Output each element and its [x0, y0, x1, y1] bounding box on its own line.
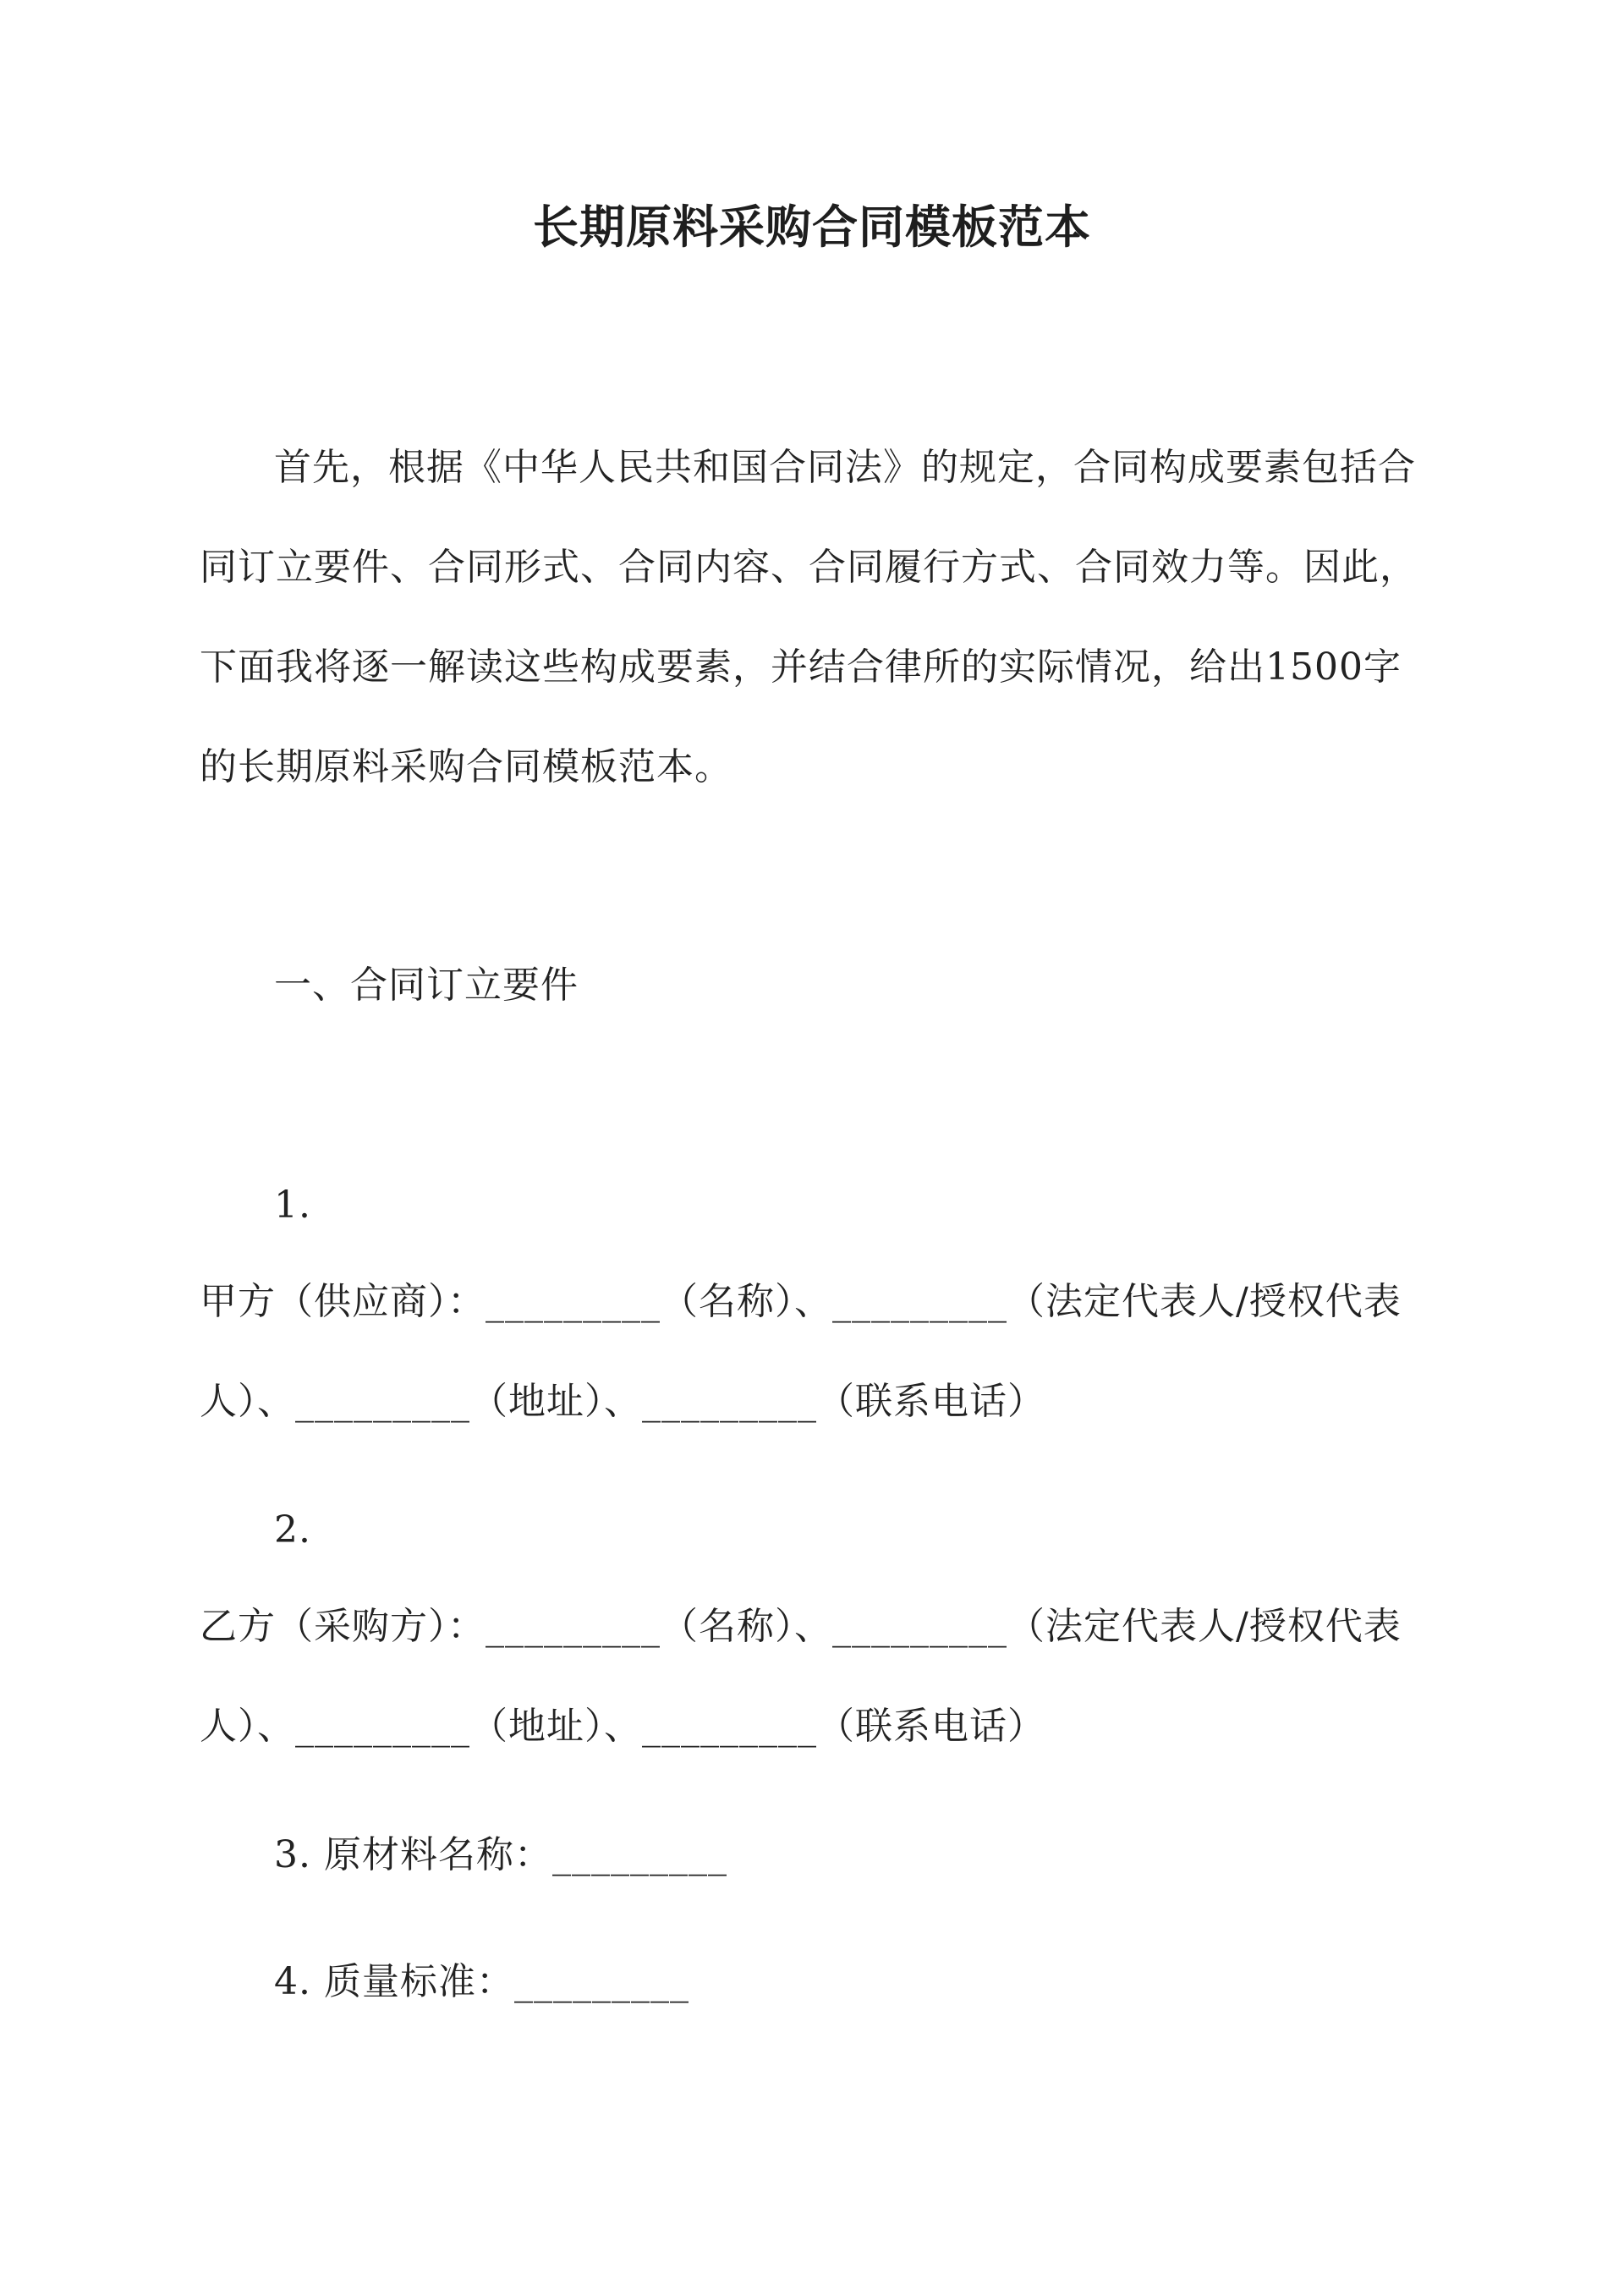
quality-standard-line: 4. 质量标准：_________	[274, 1960, 689, 2003]
party-a-paragraph: 甲方（供应商）：_________（名称）、_________（法定代表人/授权代表人）、_________（地址）、_________（联系电话）	[200, 1280, 1402, 1423]
material-name-line: 3. 原材料名称：_________	[274, 1833, 727, 1876]
party-b-paragraph: 乙方（采购方）：_________（名称）、_________（法定代表人/授权代表人）、_________（地址）、_________（联系电话）	[200, 1605, 1402, 1748]
intro-paragraph: 首先，根据《中华人民共和国合同法》的规定，合同构成要素包括合同订立要件、合同形式、合同内容、合同履行方式、合同效力等。因此，下面我将逐一解读这些构成要素，并结合律所的实际情况，给出1500字的长期原料采购合同模板范本。	[200, 446, 1418, 788]
item-1-number: 1.	[274, 1184, 311, 1227]
document-title: 长期原料采购合同模板范本	[533, 200, 1091, 254]
item-2-number: 2.	[274, 1508, 311, 1552]
section-heading: 一、合同订立要件	[274, 964, 579, 1007]
